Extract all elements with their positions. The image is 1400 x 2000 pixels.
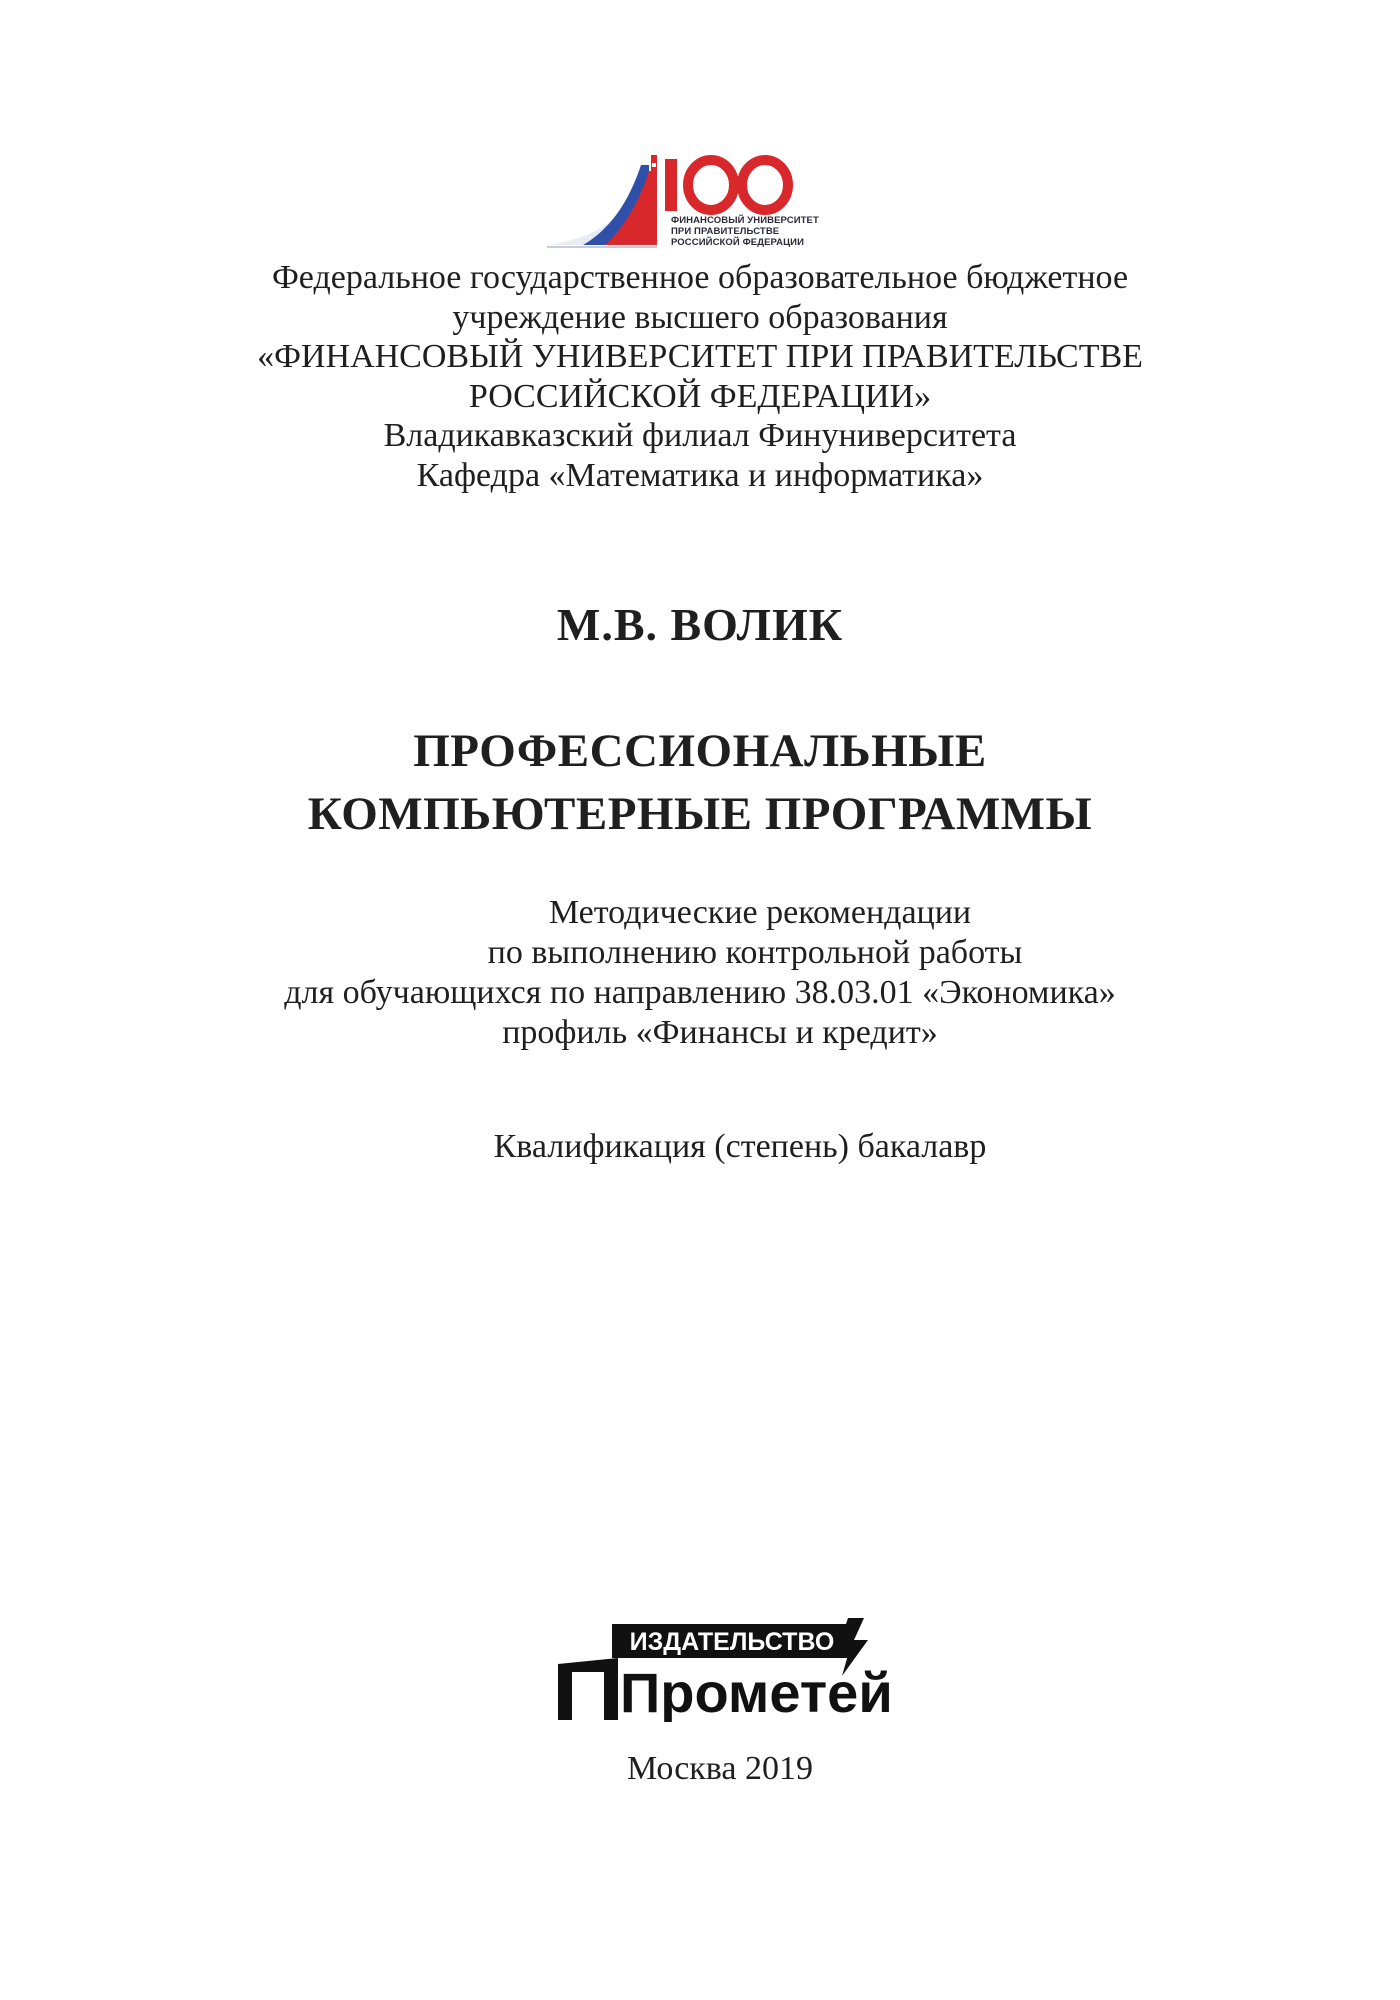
header-line: Кафедра «Математика и информатика» [416,456,984,494]
header-line: «ФИНАНСОВЫЙ УНИВЕРСИТЕТ ПРИ ПРАВИТЕЛЬСТВЕ [257,338,1143,375]
university-logo [545,145,845,255]
header-line: РОССИЙСКОЙ ФЕДЕРАЦИИ» [468,377,932,415]
publisher-logo [552,1612,892,1722]
subtitle-line: профиль «Финансы и кредит» [502,1014,938,1051]
author-name: М.В. ВОЛИК [556,599,844,650]
subtitle-line: для обучающихся по направлению 38.03.01 «Экономика» [284,974,1116,1011]
institution-header [200,258,1200,495]
publisher-name: Прометей [620,1661,892,1722]
document-title [100,720,1300,846]
header-line: учреждение высшего образования [452,298,948,336]
document-subtitle [200,893,1200,1053]
qualification: Квалификация (степень) бакалавр [493,1128,987,1165]
publisher-emblem-icon [552,1612,892,1722]
header-line: Федеральное государственное образовательное бюджетное [271,259,1129,296]
subtitle-line: по выполнению контрольной работы [487,934,1023,971]
title-line: ПРОФЕССИОНАЛЬНЫЕ [413,725,987,777]
university-logo-caption: ФИНАНСОВЫЙ УНИВЕРСИТЕТ ПРИ ПРАВИТЕЛЬСТВЕ РОССИЙСКОЙ ФЕДЕРАЦИИ [671,215,819,248]
header-line: Владикавказский филиал Финуниверситета [383,417,1017,454]
subtitle-line: Методические рекомендации [548,894,972,931]
city-year: Москва 2019 [626,1750,814,1787]
title-line: КОМПЬЮТЕРНЫЕ ПРОГРАММЫ [307,788,1093,840]
publisher-top-word: ИЗДАТЕЛЬСТВО [629,1628,835,1656]
